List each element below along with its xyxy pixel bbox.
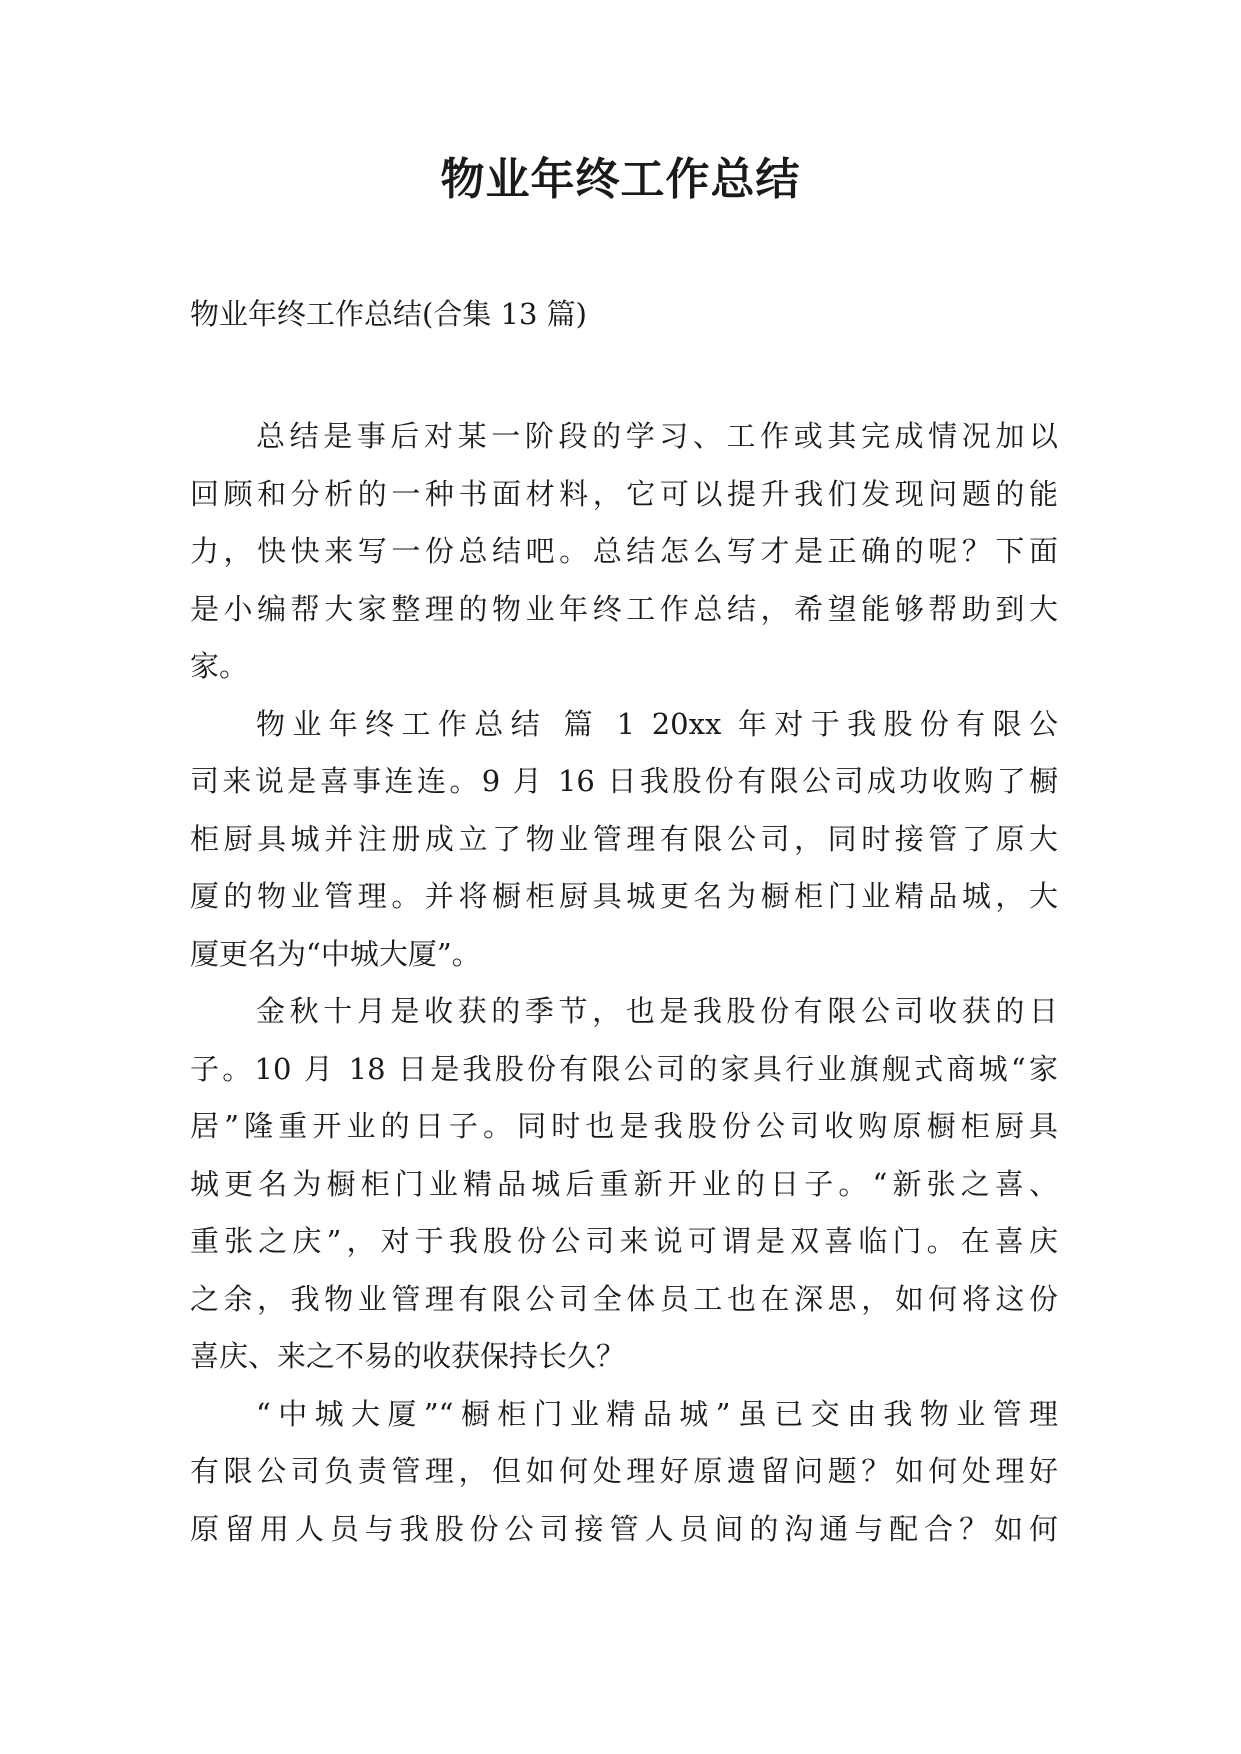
text-line: 回顾和分析的一种书面材料，它可以提升我们发现问题的能: [190, 476, 1058, 511]
text-line: 金秋十月是收获的季节，也是我股份有限公司收获的日: [256, 994, 1058, 1028]
text-line: 厦的物业管理。并将橱柜厨具城更名为橱柜门业精品城，大: [190, 879, 1058, 913]
text-line: 城更名为橱柜门业精品城后重新开业的日子。“新张之喜、: [190, 1166, 1058, 1201]
text-line: 子。10 月 18 日是我股份有限公司的家具行业旗舰式商城“家: [190, 1051, 1058, 1086]
text-line: 之余，我物业管理有限公司全体员工也在深思，如何将这份: [190, 1281, 1058, 1316]
document-body: [190, 408, 1058, 1558]
text-line: 司来说是喜事连连。9 月 16 日我股份有限公司成功收购了橱: [190, 764, 1058, 798]
text-line: 厦更名为“中城大厦”。: [190, 936, 481, 971]
text-line: 重张之庆”，对于我股份公司来说可谓是双喜临门。在喜庆: [190, 1224, 1058, 1258]
text-line: 家。: [190, 649, 249, 683]
text-line: “中城大厦”“橱柜门业精品城”虽已交由我物业管理: [256, 1396, 1058, 1431]
document-subtitle: 物业年终工作总结(合集 13 篇): [190, 297, 587, 331]
text-line: 有限公司负责管理，但如何处理好原遗留问题？如何处理好: [190, 1454, 1058, 1488]
text-line: 柜厨具城并注册成立了物业管理有限公司，同时接管了原大: [190, 821, 1058, 856]
text-line: 喜庆、来之不易的收获保持长久？: [190, 1339, 626, 1373]
text-line: 物业年终工作总结 篇 1 20xx 年对于我股份有限公: [256, 706, 1058, 741]
text-line: 是小编帮大家整理的物业年终工作总结，希望能够帮助到大: [190, 591, 1058, 626]
text-line: 原留用人员与我股份公司接管人员间的沟通与配合？如何: [190, 1511, 1058, 1546]
text-line: 总结是事后对某一阶段的学习、工作或其完成情况加以: [256, 419, 1058, 453]
text-line: 居”隆重开业的日子。同时也是我股份公司收购原橱柜厨具: [190, 1109, 1058, 1143]
document-title: 物业年终工作总结: [440, 154, 801, 205]
text-line: 力，快快来写一份总结吧。总结怎么写才是正确的呢？下面: [190, 534, 1058, 568]
